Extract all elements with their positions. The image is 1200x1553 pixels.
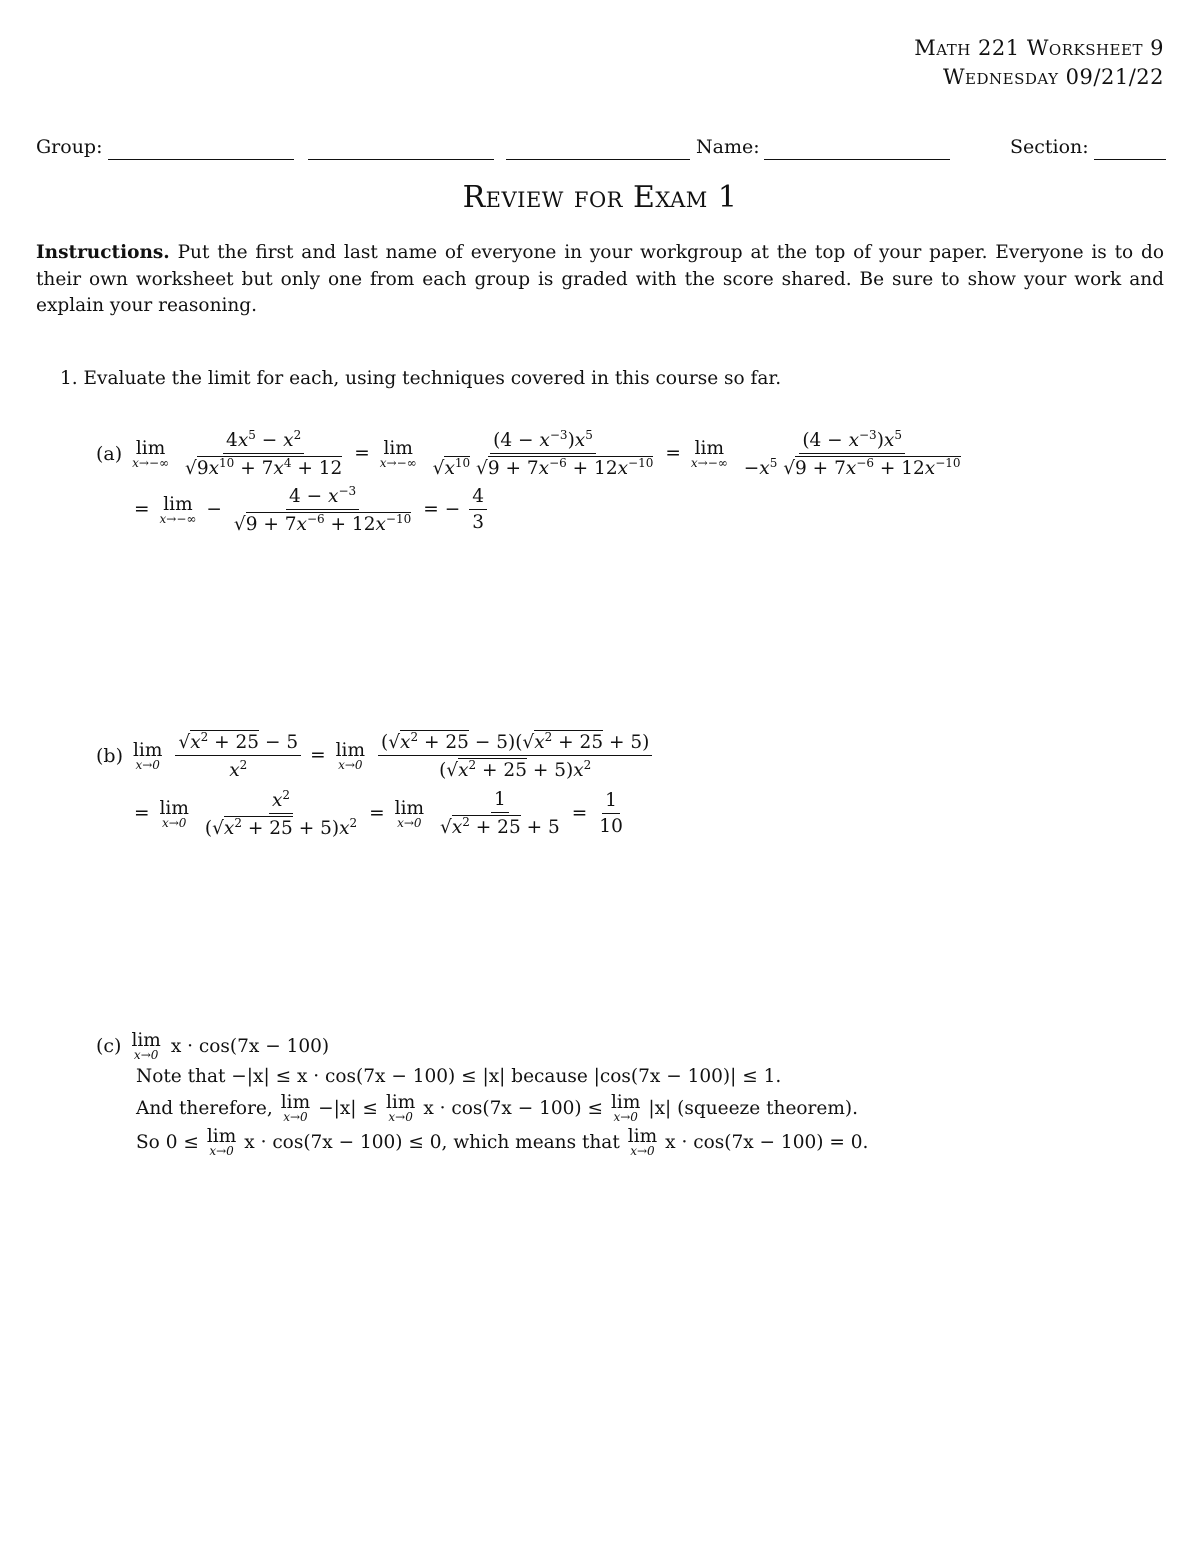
instructions-heading: Instructions. (36, 242, 170, 263)
lim-operator: lim x→−∞ (132, 437, 170, 470)
name-blank[interactable] (764, 159, 950, 160)
fraction: $\frac{√x^2 + 25 - 5}{x^2}$ (175, 730, 301, 781)
lim-operator: lim x→0 (335, 739, 366, 772)
lim-operator: lim x→0 (159, 797, 189, 830)
part-c-line-3: So 0 ≤ lim x→0 x · cos(7x − 100) ≤ 0, which means that lim x→0 x · cos(7x − 100) = 0. (136, 1126, 869, 1158)
lim-operator: lim x→0 (385, 1092, 416, 1124)
fraction: $\frac{4 - x^{-3}}{√9 + 7x^{-6} + 12x^{-10}}$ (233, 484, 412, 536)
fraction: $\frac{(√x^2 + 25 - 5)(√x^2 + 25 + 5)}{(√x^2 + 25 + 5)x^2}$ (378, 730, 652, 781)
fraction: $\frac{(4 - x^{-3})x^5}{√x^{10} √9 + 7x^{-6} + 12x^{-10}}$ (432, 428, 654, 480)
fraction: $\frac{1}{√x^2 + 25 + 5}$ (440, 789, 560, 839)
lim-operator: lim x→0 (611, 1092, 641, 1124)
part-a-line-1: (a) lim x→−∞ $\frac{4x^5 - x^2}{√9x^{10} + 7x^4 + 12}$ = lim x→−∞ $\frac{(4 - x^{-3})x^5}{√x^{10} √9 + 7x^{-6} + 12x^{-10}}$ = lim x→−∞ $\frac{(4 - x^{-3})x^5}{-x^5 √9 + 7x^{-6} + 12x^{-10}}$ (96, 428, 967, 479)
part-c-label: (c) (96, 1035, 122, 1057)
part-b-label: (b) (96, 744, 123, 767)
group-blank-1[interactable] (108, 159, 294, 160)
problem-1 (60, 368, 781, 389)
answer-b: $\frac{1}{10}$ (599, 790, 623, 838)
lim-operator: lim x→0 (133, 739, 163, 772)
group-blank-3[interactable] (506, 159, 690, 160)
part-b-line-2: = lim x→0 $\frac{x^2}{(√x^2 + 25 + 5)x^2}$ = lim x→0 $\frac{1}{√x^2 + 25 + 5}$ = $\frac{1}{10}$ (134, 788, 629, 839)
lim-operator: lim x→−∞ (690, 437, 728, 470)
group-blank-2[interactable] (308, 159, 494, 160)
student-fields (36, 136, 1166, 166)
part-c-line-2: And therefore, lim x→0 −|x| ≤ lim x→0 x · cos(7x − 100) ≤ lim x→0 |x| (squeeze theorem). (136, 1092, 858, 1124)
section-blank[interactable] (1094, 159, 1166, 160)
part-a-label: (a) (96, 442, 123, 465)
date-line: Wednesday 09/21/22 (942, 65, 1164, 89)
lim-operator: lim x→0 (206, 1126, 237, 1158)
part-c-line-0 (96, 1030, 329, 1062)
page-title: Review for Exam 1 (462, 180, 738, 215)
lim-operator: lim x→−∞ (159, 493, 197, 526)
fraction: $\frac{x^2}{(√x^2 + 25 + 5)x^2}$ (204, 788, 358, 840)
part-c-line-1: Note that −|x| ≤ x · cos(7x − 100) ≤ |x| because |cos(7x − 100)| ≤ 1. (136, 1066, 782, 1087)
section-label: Section: (1010, 136, 1089, 158)
fraction: $\frac{(4 - x^{-3})x^5}{-x^5 √9 + 7x^{-6} + 12x^{-10}}$ (743, 428, 961, 480)
course-line: Math 221 Worksheet 9 (914, 36, 1164, 60)
part-b-line-1: (b) lim x→0 $\frac{√x^2 + 25 - 5}{x^2}$ = lim x→0 $\frac{(√x^2 + 25 - 5)(√x^2 + 25 + 5)}{(√x^2 + 25 + 5)x^2}$ (96, 730, 655, 781)
answer-a: $\frac{4}{3}$ (469, 486, 487, 533)
problem-number: 1. (60, 368, 78, 389)
lim-operator: lim x→0 (394, 797, 425, 830)
instructions (36, 240, 1164, 320)
lim-operator: lim x→0 (627, 1126, 658, 1158)
instructions-body: Put the first and last name of everyone in your workgroup at the top of your paper. Everyone is to do their own worksheet but only one from each group is graded with the score shared. Be sure to show your work and explain your reasoning. (36, 242, 1164, 316)
group-label: Group: (36, 136, 103, 158)
part-a-line-2: = lim x→−∞ − $\frac{4 - x^{-3}}{√9 + 7x^{-6} + 12x^{-10}}$ = − $\frac{4}{3}$ (134, 484, 490, 535)
problem-prompt: Evaluate the limit for each, using techniques covered in this course so far. (83, 368, 782, 389)
name-label: Name: (696, 136, 760, 158)
lim-operator: lim x→0 (131, 1030, 161, 1062)
lim-operator: lim x→0 (280, 1092, 311, 1124)
fraction: $\frac{4x^5 - x^2}{√9x^{10} + 7x^4 + 12}$ (185, 428, 343, 480)
lim-operator: lim x→−∞ (379, 437, 417, 470)
part-c-expression: x · cos(7x − 100) (170, 1035, 330, 1057)
worksheet-header (914, 34, 1164, 92)
